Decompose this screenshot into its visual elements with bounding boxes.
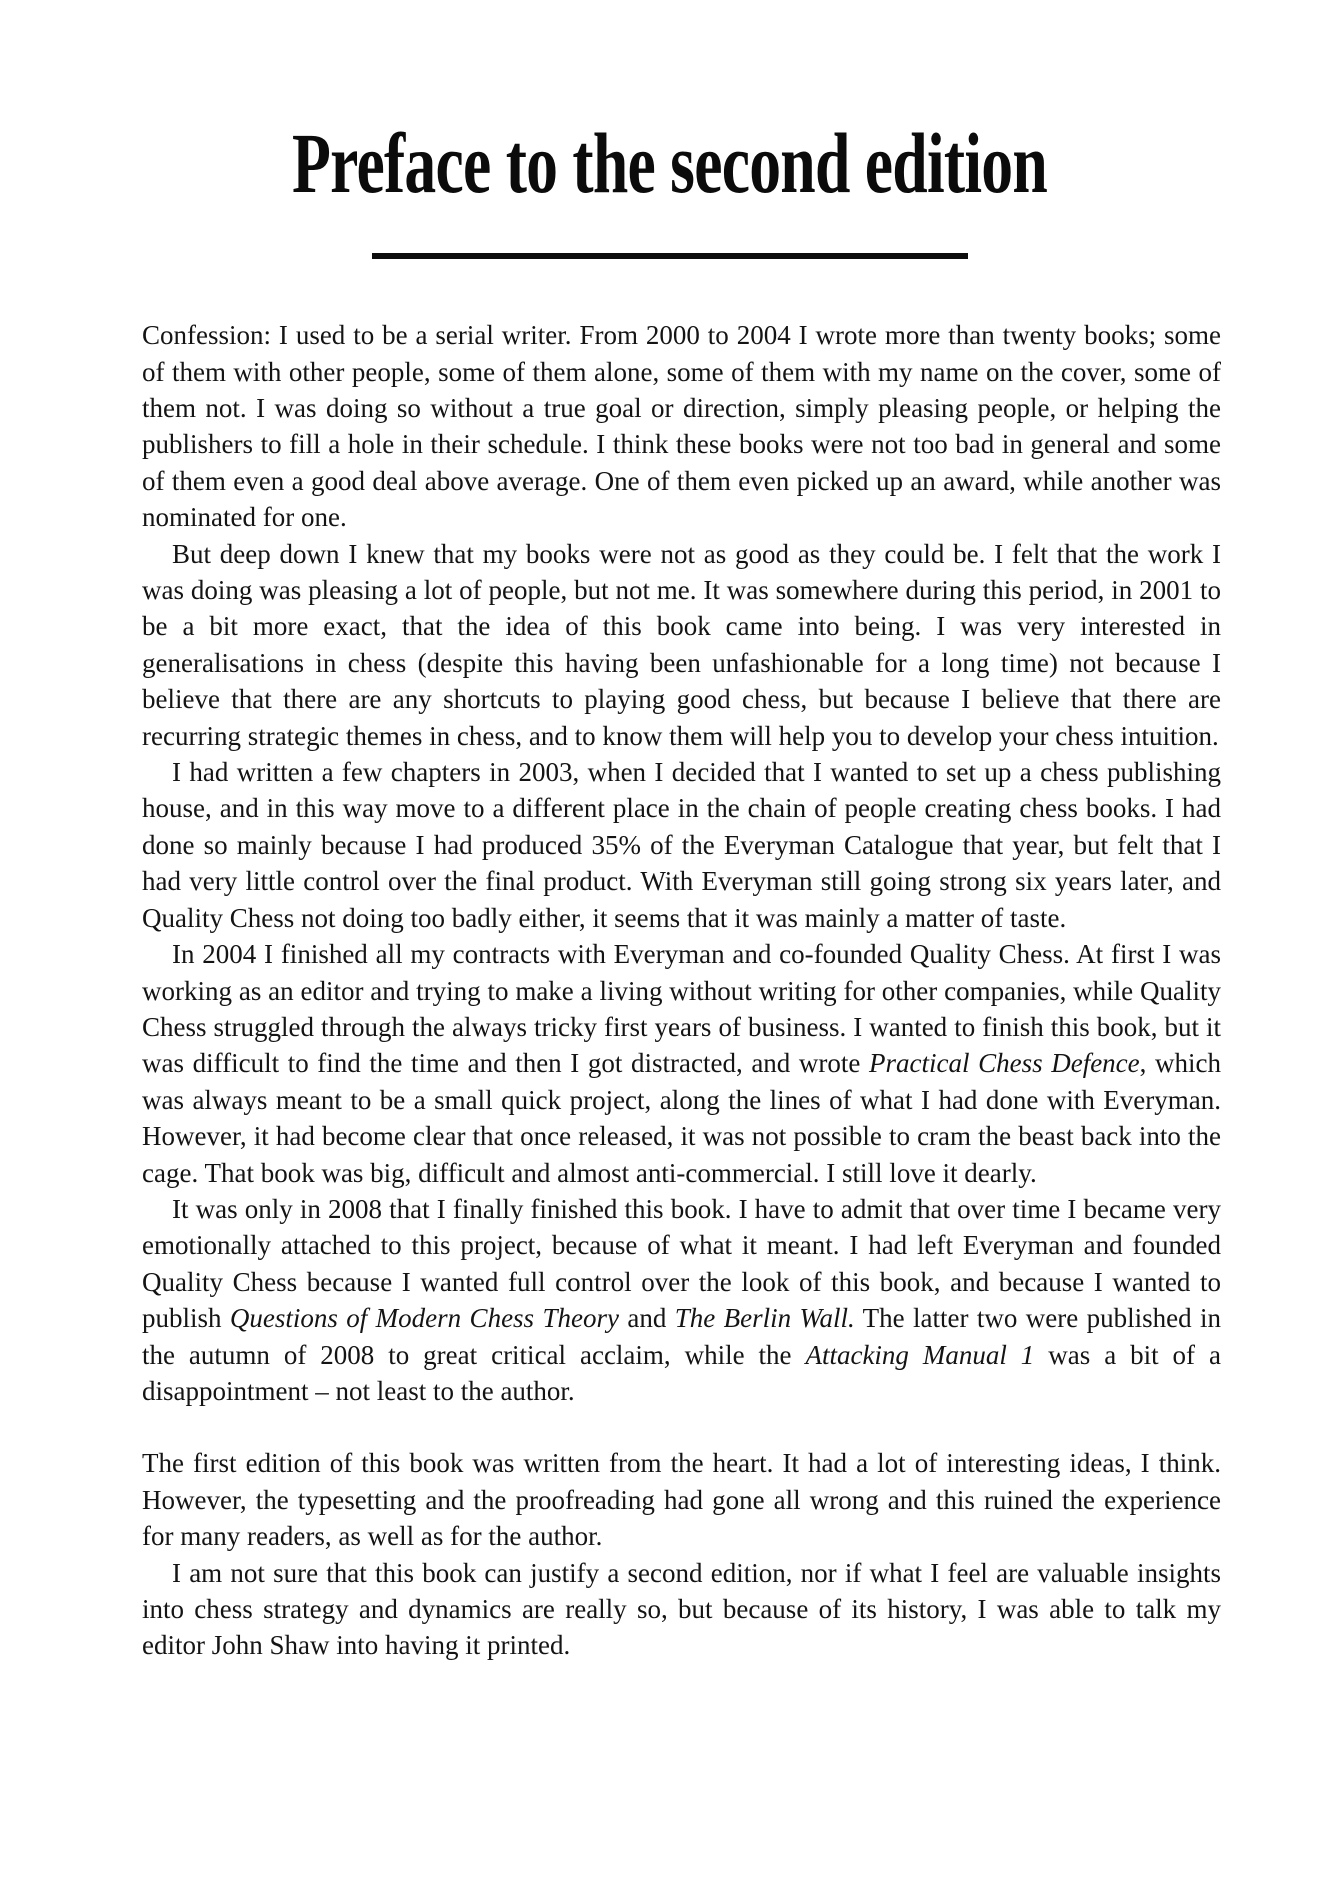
paragraph-text: In 2004 I finished all my contracts with Everyman and co-founded Quality Chess. At first I was working as an editor and trying to make a living without writing for other companies, while Quality Chess struggled through the always tricky first years of business. I wanted to finish this book, but it was difficult to find the time and then I got distracted, and wrote <box>142 939 1221 1079</box>
paragraph <box>142 936 1221 1191</box>
paragraph-text: I am not sure that this book can justify a second edition, nor if what I feel are valuable insights into chess strategy and dynamics are really so, but because of its history, I was able to talk my editor John Shaw into having it printed. <box>142 1557 1221 1661</box>
book-title-italic: Attacking Manual 1 <box>805 1339 1035 1370</box>
paragraph <box>142 1445 1221 1554</box>
paragraph <box>142 536 1221 754</box>
paragraph-text: The latter two were published in the autumn of 2008 to great critical acclaim, while the <box>142 1303 1222 1370</box>
paragraph <box>142 1555 1221 1664</box>
paragraph <box>142 1191 1221 1409</box>
paragraph-text: and <box>618 1303 675 1334</box>
book-title-italic: Practical Chess Defence <box>869 1048 1140 1079</box>
paragraph-text: But deep down I knew that my books were not as good as they could be. I felt that the work I was doing was pleasing a lot of people, but not me. It was somewhere during this period, in 2001 to be a bit more exact, that the idea of this book came into being. I was very interested in generalisations in chess (despite this having been unfashionable for a long time) not because I believe that there are any shortcuts to playing good chess, but because I believe that there are recurring strategic themes in chess, and to know them will help you to develop your chess intuition. <box>142 538 1221 751</box>
paragraph-text: Confession: I used to be a serial writer. From 2000 to 2004 I wrote more than twenty books; some of them with other people, some of them alone, some of them with my name on the cover, some of them not. I was doing so without a true goal or direction, simply pleasing people, or helping the publishers to fill a hole in their schedule. I think these books were not too bad in general and some of them even a good deal above average. One of them even picked up an award, while another was nominated for one. <box>142 320 1221 533</box>
paragraph-text: was a bit of a disappointment – not least to the author. <box>142 1339 1221 1406</box>
page-title: Preface to the second edition <box>291 115 1048 211</box>
paragraph <box>142 754 1221 936</box>
book-title-italic: The Berlin Wall. <box>674 1303 855 1334</box>
paragraph <box>142 317 1221 535</box>
book-title-italic: Questions of Modern Chess Theory <box>229 1303 619 1334</box>
paragraph-text: , which was always meant to be a small quick project, along the lines of what I had done with Everyman. However, it had become clear that once released, it was not possible to cram the beast back into the cage. That book was big, difficult and almost anti-commercial. I still love it dearly. <box>142 1048 1222 1188</box>
paragraph-text: I had written a few chapters in 2003, when I decided that I wanted to set up a chess publishing house, and in this way move to a different place in the chain of people creating chess books. I had done so mainly because I had produced 35% of the Everyman Catalogue that year, but felt that I had very little control over the final product. With Everyman still going strong six years later, and Quality Chess not doing too badly either, it seems that it was mainly a matter of taste. <box>142 757 1221 933</box>
paragraph-text: It was only in 2008 that I finally finished this book. I have to admit that over time I became very emotionally attached to this project, because of what it meant. I had left Everyman and founded Quality Chess because I wanted full control over the look of this book, and because I wanted to publish <box>142 1193 1221 1334</box>
paragraph-text: The first edition of this book was written from the heart. It had a lot of interesting ideas, I think. However, the typesetting and the proofreading had gone all wrong and this ruined the experience for many readers, as well as for the author. <box>142 1448 1221 1552</box>
body-text <box>142 317 1221 1664</box>
title-rule-divider <box>372 253 968 259</box>
